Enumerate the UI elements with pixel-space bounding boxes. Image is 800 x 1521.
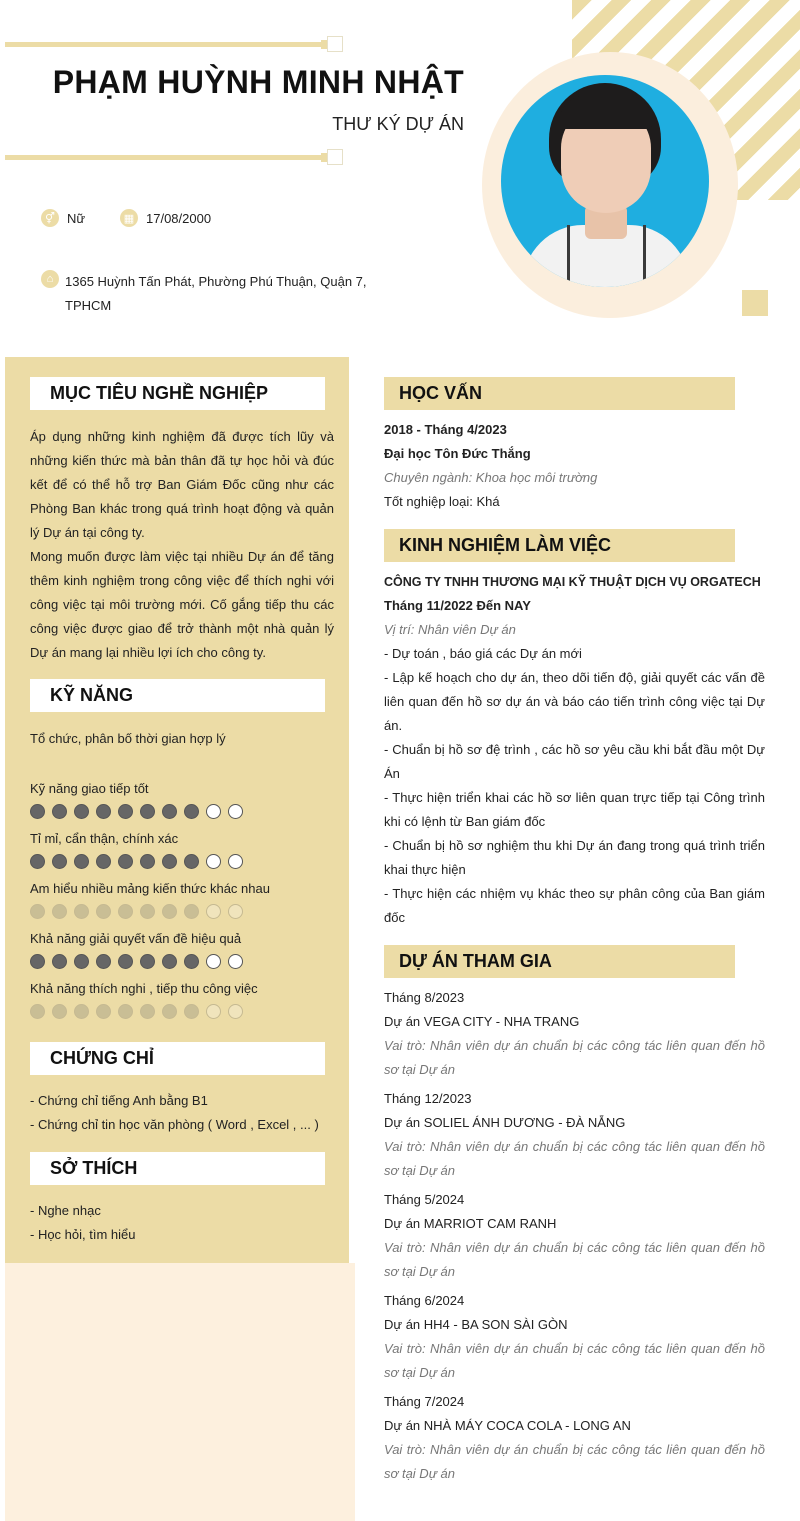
experience-task: - Thực hiện các nhiệm vụ khác theo sự phân công của Ban giám đốc: [384, 886, 765, 925]
objective-text-2: Mong muốn được làm việc tại nhiều Dự án để tăng thêm kinh nghiệm trong công việc để thích nghi với công việc tại môi trường mới. Cố gắng tiếp thu các công việc được giao để trở thành một nhà quản lý Dự án mang lại nhiều lợi ích cho công ty.: [30, 549, 334, 660]
project-role: Vai trò: Nhân viên dự án chuẩn bị các công tác liên quan đến hồ sơ tại Dự án: [384, 1038, 765, 1077]
experience-heading: KINH NGHIỆM LÀM VIỆC: [384, 529, 735, 562]
education-heading: HỌC VẤN: [384, 377, 735, 410]
certificate-item: - Chứng chỉ tiếng Anh bằng B1: [30, 1093, 208, 1108]
certificate-item: - Chứng chỉ tin học văn phòng ( Word , Excel , ... ): [30, 1117, 319, 1132]
hobby-item: - Học hỏi, tìm hiểu: [30, 1227, 136, 1242]
experience-period: Tháng 11/2022 Đến NAY: [384, 598, 531, 613]
objective-text-1: Áp dụng những kinh nghiệm đã được tích lũy và những kiến thức mà bản thân đã tự học hỏi và đúc kết để có thể hỗ trợ Ban Giám Đốc cũng như các Phòng Ban khác trong quá trình hoạt động và quản lý Dự án tại công ty.: [30, 429, 334, 540]
left-column-footer: [5, 1263, 355, 1521]
project-role: Vai trò: Nhân viên dự án chuẩn bị các công tác liên quan đến hồ sơ tại Dự án: [384, 1240, 765, 1279]
skill-rating: [30, 854, 243, 869]
skill-rating: [30, 1004, 243, 1019]
skill-rating: [30, 904, 243, 919]
header-rule-bottom: [5, 155, 327, 160]
birthdate-info: [120, 209, 211, 227]
gender-value: Nữ: [67, 210, 86, 226]
gender-icon: ⚥: [41, 209, 59, 227]
project-role: Vai trò: Nhân viên dự án chuẩn bị các công tác liên quan đến hồ sơ tại Dự án: [384, 1442, 765, 1481]
birthdate-value: 17/08/2000: [146, 210, 212, 226]
skill-label: Am hiểu nhiều mảng kiến thức khác nhau: [30, 881, 270, 896]
education-period: 2018 - Tháng 4/2023: [384, 422, 507, 437]
address-value: 1365 Huỳnh Tấn Phát, Phường Phú Thuận, Quận 7, TPHCM: [65, 274, 367, 313]
decorative-square: [742, 290, 768, 316]
experience-task: - Lập kế hoạch cho dự án, theo dõi tiến độ, giải quyết các vấn đề liên quan đến hồ sơ dự án và báo cáo tiến trình công việc tại Dự án.: [384, 670, 765, 733]
job-title: THƯ KÝ DỰ ÁN: [332, 114, 464, 134]
project-name: Dự án VEGA CITY - NHA TRANG: [384, 1014, 580, 1029]
experience-position: Vị trí: Nhân viên Dự án: [384, 622, 516, 637]
skill-label: Khả năng thích nghi , tiếp thu công việc: [30, 981, 258, 996]
education-school: Đại học Tôn Đức Thắng: [384, 446, 531, 461]
calendar-icon: ▦: [120, 209, 138, 227]
project-role: Vai trò: Nhân viên dự án chuẩn bị các công tác liên quan đến hồ sơ tại Dự án: [384, 1139, 765, 1178]
skill-label: Tỉ mỉ, cẩn thận, chính xác: [30, 831, 179, 846]
experience-task: - Thực hiện triển khai các hồ sơ liên quan trực tiếp tại Công trình khi có lệnh từ Ban giám đốc: [384, 790, 765, 829]
skill-rating: [30, 804, 243, 819]
hobby-item: - Nghe nhạc: [30, 1203, 101, 1218]
skills-intro: Tổ chức, phân bố thời gian hợp lý: [30, 731, 226, 746]
experience-company: CÔNG TY TNHH THƯƠNG MẠI KỸ THUẬT DỊCH VỤ ORGATECH: [384, 575, 761, 589]
project-date: Tháng 7/2024: [384, 1394, 465, 1409]
education-major: Chuyên ngành: Khoa học môi trường: [384, 470, 598, 485]
gender-info: [41, 209, 85, 227]
project-date: Tháng 6/2024: [384, 1293, 465, 1308]
project-date: Tháng 8/2023: [384, 990, 465, 1005]
experience-task: - Chuẩn bị hồ sơ nghiệm thu khi Dự án đang trong quá trình triển khai thực hiện: [384, 838, 765, 877]
skill-label: Khả năng giải quyết vấn đề hiệu quả: [30, 931, 242, 946]
skill-label: Kỹ năng giao tiếp tốt: [30, 781, 149, 796]
project-date: Tháng 12/2023: [384, 1091, 472, 1106]
address-info: [41, 270, 371, 318]
experience-task: - Dự toán , báo giá các Dự án mới: [384, 646, 582, 661]
education-grade: Tốt nghiệp loại: Khá: [384, 494, 500, 509]
hobbies-heading: SỞ THÍCH: [30, 1152, 325, 1185]
certificates-heading: CHỨNG CHỈ: [30, 1042, 325, 1075]
experience-task: - Chuẩn bị hồ sơ đệ trình , các hồ sơ yêu cầu khi bắt đầu một Dự Án: [384, 742, 765, 781]
project-name: Dự án MARRIOT CAM RANH: [384, 1216, 557, 1231]
project-name: Dự án NHÀ MÁY COCA COLA - LONG AN: [384, 1418, 631, 1433]
project-date: Tháng 5/2024: [384, 1192, 465, 1207]
skill-rating: [30, 954, 243, 969]
project-name: Dự án HH4 - BA SON SÀI GÒN: [384, 1317, 568, 1332]
header-rule-top: [5, 42, 327, 47]
project-name: Dự án SOLIEL ÁNH DƯƠNG - ĐÀ NẴNG: [384, 1115, 626, 1130]
skills-heading: KỸ NĂNG: [30, 679, 325, 712]
profile-photo: [501, 75, 709, 287]
candidate-name: PHẠM HUỲNH MINH NHẬT: [52, 64, 464, 100]
projects-heading: DỰ ÁN THAM GIA: [384, 945, 735, 978]
home-icon: ⌂: [41, 270, 59, 288]
objective-heading: MỤC TIÊU NGHỀ NGHIỆP: [30, 377, 325, 410]
project-role: Vai trò: Nhân viên dự án chuẩn bị các công tác liên quan đến hồ sơ tại Dự án: [384, 1341, 765, 1380]
